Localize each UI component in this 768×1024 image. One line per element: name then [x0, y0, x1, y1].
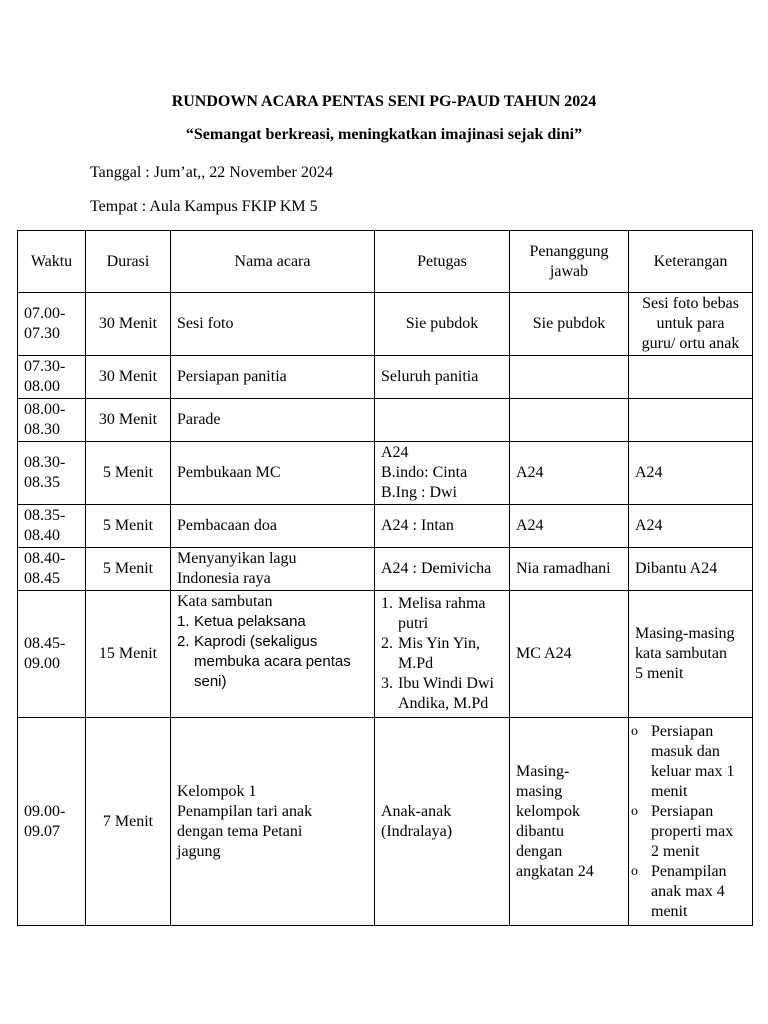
numbered-list [177, 612, 368, 692]
cell-line: seni) [194, 673, 227, 690]
cell-nama-acara [171, 505, 375, 548]
cell-line: kata sambutan [635, 645, 727, 662]
cell-waktu [18, 505, 86, 548]
header-petugas: Petugas [375, 231, 510, 293]
list-number: 2. [381, 635, 393, 652]
cell-line: 07.00- [24, 305, 66, 322]
cell-line: dengan [516, 842, 563, 860]
cell-line: 07.30- [24, 358, 66, 375]
header-penanggung-jawab: Penanggung jawab [510, 231, 629, 293]
cell-penanggung-jawab [510, 399, 629, 442]
cell-line: Penampilan tari anak [177, 802, 313, 820]
numbered-list [381, 594, 503, 714]
cell-line: Persiapan [651, 802, 714, 820]
bullet-list [631, 722, 746, 922]
table-row [18, 442, 753, 505]
cell-line: A24 [635, 517, 663, 534]
cell-keterangan [629, 399, 753, 442]
cell-line: Nia ramadhani [516, 560, 611, 577]
table-row [18, 399, 753, 442]
cell-nama-acara [171, 399, 375, 442]
cell-line: 08.35 [24, 474, 60, 491]
cell-line: membuka acara pentas [194, 653, 351, 670]
cell-durasi: 15 Menit [86, 591, 171, 718]
cell-penanggung-jawab [510, 505, 629, 548]
cell-durasi: 30 Menit [86, 356, 171, 399]
cell-petugas [375, 718, 510, 926]
cell-line: Kelompok 1 [177, 782, 257, 800]
cell-line: guru/ ortu anak [641, 335, 740, 352]
cell-keterangan [629, 356, 753, 399]
cell-line: Persiapan panitia [177, 368, 287, 385]
cell-line: Melisa rahma [398, 595, 486, 612]
list-item [631, 722, 746, 802]
document-title: RUNDOWN ACARA PENTAS SENI PG-PAUD TAHUN 2024 [171, 93, 597, 110]
cell-line: dibantu [516, 822, 564, 840]
cell-nama-acara [171, 293, 375, 356]
cell-line: 08.30- [24, 454, 66, 471]
cell-nama-acara [171, 548, 375, 591]
cell-line: Indonesia raya [177, 570, 271, 587]
cell-line: Menyanyikan lagu [177, 550, 297, 567]
cell-petugas [375, 548, 510, 591]
cell-petugas [375, 356, 510, 399]
cell-line: A24 : Demivicha [381, 560, 492, 577]
cell-line: A24 [635, 464, 663, 481]
cell-durasi: 30 Menit [86, 399, 171, 442]
cell-durasi: 7 Menit [86, 718, 171, 926]
event-place: Tempat : Aula Kampus FKIP KM 5 [90, 198, 318, 215]
cell-keterangan [629, 505, 753, 548]
cell-waktu [18, 399, 86, 442]
table-row [18, 548, 753, 591]
cell-line: 08.35- [24, 507, 66, 524]
cell-line: Pembukaan MC [177, 464, 281, 481]
list-item [177, 632, 368, 692]
cell-keterangan [629, 293, 753, 356]
cell-line: Sie pubdok [532, 315, 606, 332]
cell-line: B.Ing : Dwi [381, 484, 457, 501]
cell-line: Mis Yin Yin, [398, 635, 480, 652]
cell-line: untuk para [656, 315, 725, 332]
cell-line: 08.00- [24, 401, 66, 418]
cell-petugas [375, 591, 510, 718]
cell-line: 09.00 [24, 655, 60, 672]
document-subtitle: “Semangat berkreasi, meningkatkan imajinasi sejak dini” [185, 126, 583, 143]
cell-penanggung-jawab [510, 356, 629, 399]
cell-line: Sie pubdok [405, 315, 479, 332]
header-keterangan: Keterangan [629, 231, 753, 293]
cell-penanggung-jawab [510, 442, 629, 505]
cell-nama-acara [171, 442, 375, 505]
header-waktu: Waktu [18, 231, 86, 293]
cell-line: A24 [381, 444, 409, 461]
cell-line: 08.30 [24, 421, 60, 438]
cell-durasi: 30 Menit [86, 293, 171, 356]
cell-durasi: 5 Menit [86, 505, 171, 548]
list-item [381, 594, 503, 634]
header-durasi: Durasi [86, 231, 171, 293]
cell-line: Anak-anak [381, 802, 452, 820]
cell-waktu [18, 293, 86, 356]
cell-line: 2 menit [651, 842, 700, 860]
list-item [381, 634, 503, 674]
cell-line: Masing- [516, 762, 570, 780]
cell-line: Ibu Windi Dwi [398, 675, 494, 692]
cell-durasi: 5 Menit [86, 442, 171, 505]
circle-bullet-icon: o [631, 803, 638, 819]
list-number: 2. [177, 633, 190, 650]
cell-waktu [18, 548, 86, 591]
cell-petugas [375, 442, 510, 505]
cell-line: Ketua pelaksana [194, 613, 306, 630]
cell-penanggung-jawab [510, 548, 629, 591]
cell-line: Dibantu A24 [635, 560, 718, 577]
cell-line: 08.40 [24, 527, 60, 544]
cell-line: Andika, M.Pd [398, 695, 489, 712]
cell-petugas [375, 399, 510, 442]
list-number: 1. [177, 613, 190, 630]
list-item [631, 802, 746, 862]
cell-line: properti max [651, 822, 734, 840]
cell-line: jagung [177, 842, 221, 860]
cell-keterangan [629, 548, 753, 591]
table-header-row [18, 231, 753, 293]
cell-line: masuk dan [651, 742, 720, 760]
cell-durasi: 5 Menit [86, 548, 171, 591]
cell-line: 08.45 [24, 570, 60, 587]
cell-line: A24 [516, 517, 544, 534]
circle-bullet-icon: o [631, 723, 638, 739]
cell-penanggung-jawab [510, 293, 629, 356]
list-item [381, 674, 503, 714]
table-row [18, 505, 753, 548]
cell-line: Kata sambutan [177, 593, 273, 610]
table-row [18, 591, 753, 718]
cell-line: 08.40- [24, 550, 66, 567]
cell-line: Penampilan [651, 862, 727, 880]
cell-line: A24 : Intan [381, 517, 454, 534]
cell-line: 08.45- [24, 635, 66, 652]
cell-keterangan [629, 718, 753, 926]
cell-line: menit [651, 782, 688, 800]
event-date: Tanggal : Jum’at,, 22 November 2024 [90, 164, 333, 181]
cell-line: 5 menit [635, 665, 684, 682]
cell-line: M.Pd [398, 655, 434, 672]
cell-line: putri [398, 615, 429, 632]
cell-line: Pembacaan doa [177, 517, 277, 534]
cell-line: 08.00 [24, 378, 60, 395]
cell-waktu [18, 718, 86, 926]
cell-line: Sesi foto bebas [642, 295, 739, 312]
cell-keterangan [629, 591, 753, 718]
cell-line: angkatan 24 [516, 862, 594, 880]
cell-line: MC A24 [516, 645, 572, 662]
cell-line: masing [516, 782, 563, 800]
cell-line: 09.00- [24, 802, 66, 820]
cell-line: Kaprodi (sekaligus [194, 633, 318, 650]
cell-penanggung-jawab [510, 591, 629, 718]
header-nama-acara: Nama acara [171, 231, 375, 293]
table-row [18, 718, 753, 926]
cell-waktu [18, 356, 86, 399]
cell-petugas [375, 505, 510, 548]
cell-penanggung-jawab [510, 718, 629, 926]
cell-line: kelompok [516, 802, 580, 820]
list-item [177, 612, 368, 632]
table-row [18, 293, 753, 356]
cell-line: anak max 4 [651, 882, 725, 900]
cell-nama-acara [171, 718, 375, 926]
list-number: 3. [381, 675, 393, 692]
table-row [18, 356, 753, 399]
cell-line: menit [651, 902, 688, 920]
cell-keterangan [629, 442, 753, 505]
cell-nama-acara [171, 356, 375, 399]
cell-line: Masing-masing [635, 625, 735, 642]
cell-line: keluar max 1 [651, 762, 735, 780]
cell-petugas [375, 293, 510, 356]
cell-line: dengan tema Petani [177, 822, 303, 840]
circle-bullet-icon: o [631, 863, 638, 879]
list-number: 1. [381, 595, 393, 612]
rundown-table [17, 230, 753, 926]
cell-line: 09.07 [24, 822, 60, 840]
cell-line: 07.30 [24, 325, 60, 342]
cell-line: Sesi foto [177, 315, 234, 332]
cell-line: Persiapan [651, 722, 714, 740]
cell-line: Seluruh panitia [381, 368, 479, 385]
cell-nama-acara [171, 591, 375, 718]
cell-line: B.indo: Cinta [381, 464, 468, 481]
cell-waktu [18, 442, 86, 505]
cell-line: (Indralaya) [381, 822, 453, 840]
cell-waktu [18, 591, 86, 718]
list-item [631, 862, 746, 922]
cell-line: Parade [177, 411, 221, 428]
cell-line: A24 [516, 464, 544, 481]
